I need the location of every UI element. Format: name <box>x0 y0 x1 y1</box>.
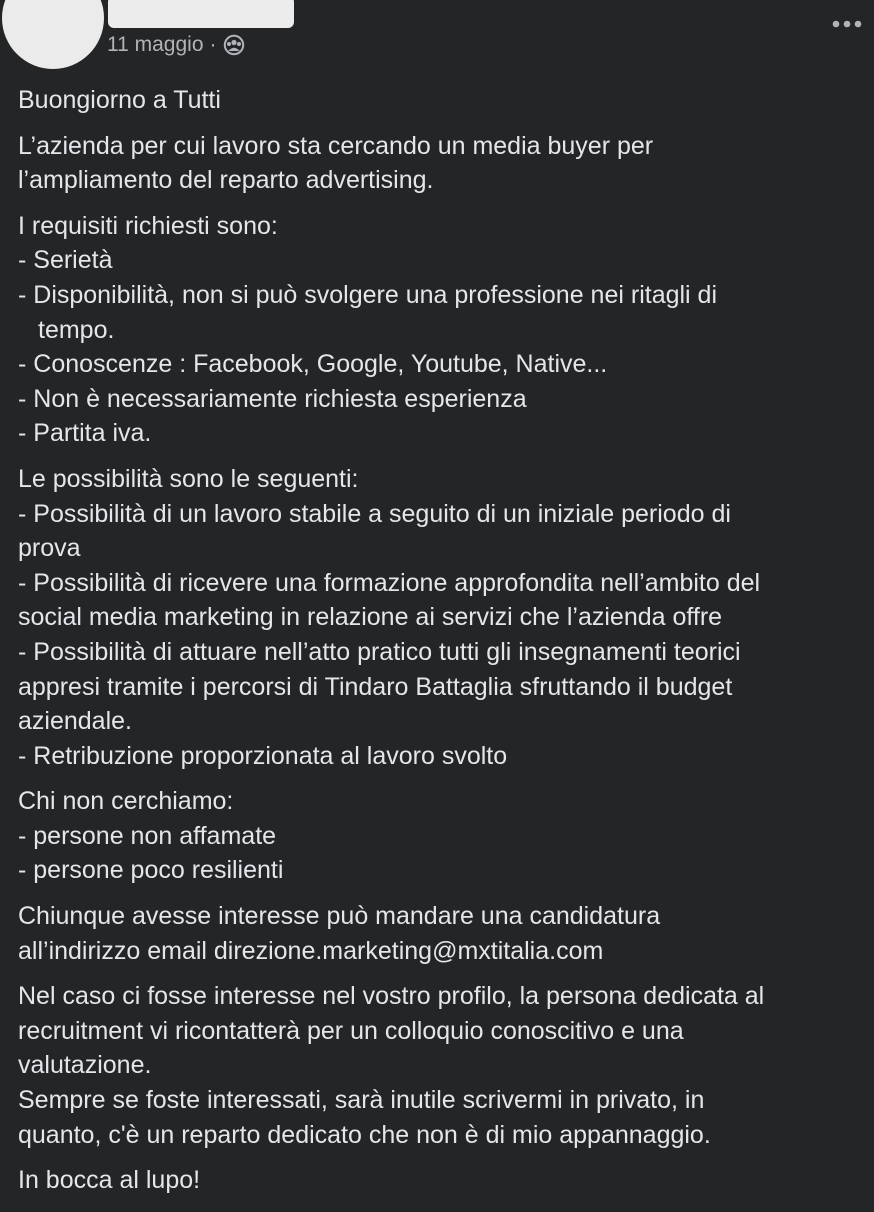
opportunity-item: - Retribuzione proporzionata al lavoro svolto <box>18 741 508 770</box>
not-looking-for-paragraph <box>18 784 874 888</box>
post-body <box>18 83 874 1209</box>
opportunity-item: aziendale. <box>18 707 132 736</box>
avatar[interactable] <box>2 0 104 69</box>
requirement-item: - Disponibilità, non si può svolgere una professione nei ritagli di <box>18 280 718 309</box>
not-looking-for-item: - persone poco resilienti <box>18 856 284 885</box>
intro-paragraph <box>18 129 874 198</box>
requirement-item-continued: tempo. <box>38 315 115 344</box>
intro-line: L’azienda per cui lavoro sta cercando un media buyer per <box>18 131 654 160</box>
closing-paragraph <box>18 979 874 1152</box>
application-line: Chiunque avesse interesse può mandare una candidatura <box>18 902 661 931</box>
post-date[interactable]: 11 maggio <box>107 33 204 56</box>
greeting-paragraph <box>18 83 874 118</box>
not-looking-for-heading: Chi non cerchiamo: <box>18 787 234 816</box>
application-line: all’indirizzo email direzione.marketing@mxtitalia.com <box>18 936 604 965</box>
requirement-item: - Non è necessariamente richiesta esperienza <box>18 384 527 413</box>
requirement-item: - Serietà <box>18 246 113 275</box>
more-options-icon[interactable] <box>830 10 864 38</box>
opportunity-item: - Possibilità di ricevere una formazione approfondita nell’ambito del <box>18 568 761 597</box>
application-paragraph <box>18 899 874 968</box>
opportunity-item: appresi tramite i percorsi di Tindaro Battaglia sfruttando il budget <box>18 672 733 701</box>
requirement-item: - Conoscenze : Facebook, Google, Youtube, Native... <box>18 350 608 379</box>
closing-line: Nel caso ci fosse interesse nel vostro profilo, la persona dedicata al <box>18 982 765 1011</box>
meta-separator: · <box>209 33 217 56</box>
greeting-line: Buongiorno a Tutti <box>18 86 221 114</box>
not-looking-for-item: - persone non affamate <box>18 821 277 850</box>
signoff-paragraph <box>18 1163 874 1198</box>
group-icon[interactable] <box>223 34 245 56</box>
requirements-heading: I requisiti richiesti sono: <box>18 211 278 240</box>
closing-line: valutazione. <box>18 1051 152 1080</box>
closing-line: Sempre se foste interessati, sarà inutile scrivermi in privato, in <box>18 1086 705 1115</box>
opportunities-heading: Le possibilità sono le seguenti: <box>18 464 359 493</box>
requirements-paragraph <box>18 209 874 451</box>
signoff-line: In bocca al lupo! <box>18 1166 201 1195</box>
intro-line: l’ampliamento del reparto advertising. <box>18 166 434 195</box>
post-meta <box>107 33 245 57</box>
opportunity-item: social media marketing in relazione ai servizi che l’azienda offre <box>18 603 723 632</box>
closing-line: recruitment vi ricontatterà per un colloquio conoscitivo e una <box>18 1016 684 1045</box>
opportunity-item: prova <box>18 534 81 563</box>
requirement-item: - Partita iva. <box>18 419 152 448</box>
opportunity-item: - Possibilità di attuare nell’atto pratico tutti gli insegnamenti teorici <box>18 637 741 666</box>
opportunities-paragraph <box>18 462 874 773</box>
opportunity-item: - Possibilità di un lavoro stabile a seguito di un iniziale periodo di <box>18 499 731 528</box>
closing-line: quanto, c'è un reparto dedicato che non è di mio appannaggio. <box>18 1120 711 1149</box>
author-name-redacted[interactable] <box>108 0 294 28</box>
